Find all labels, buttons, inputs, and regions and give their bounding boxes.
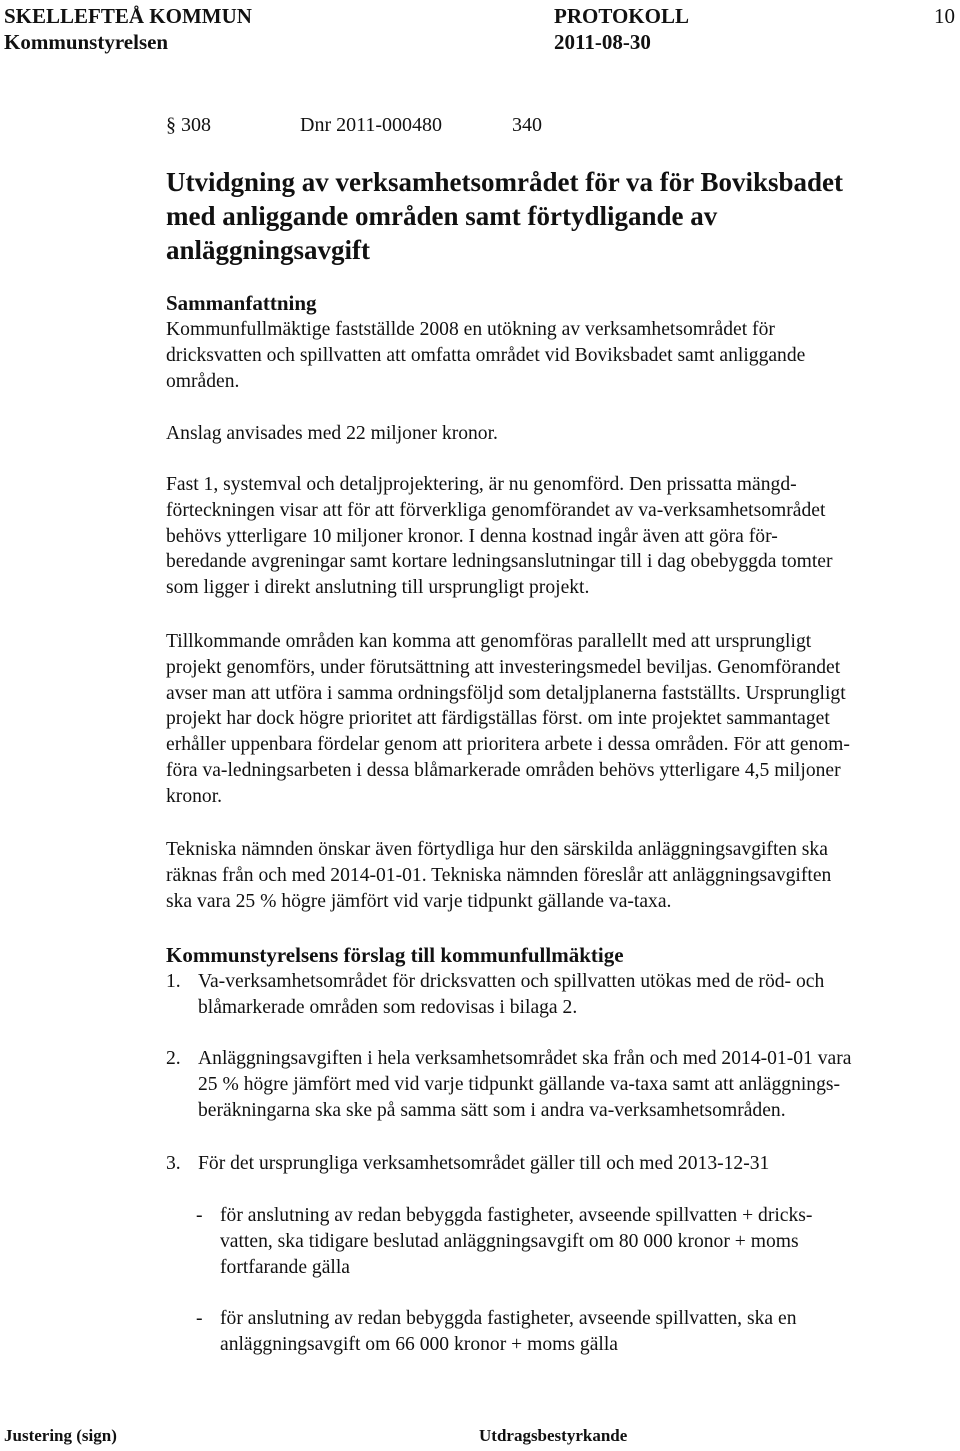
footer-signature-label: Justering (sign) [4,1426,117,1445]
text-line: projekt genomförs, under förutsättning att investeringsmedel beviljas. Genomförandet [166,656,841,678]
summary-paragraph-4 [166,629,956,810]
text-line: Tillkommande områden kan komma att genomföras parallellt med att ursprungligt [166,631,812,652]
text-line: Va-verksamhetsområdet för dricksvatten och spillvatten utökas med de röd- och [198,971,825,992]
text-line: avser man att utföra i samma ordningsföljd som detaljplanerna fastställts. Ursprungligt [166,682,846,704]
text-line: fortfarande gälla [220,1256,350,1278]
summary-paragraph-2 [166,421,956,447]
text-line: dricksvatten och spillvatten att omfatta området vid Boviksbadet samt anliggande [166,344,806,366]
item-number: 3. [166,1153,181,1174]
title-line: Utvidgning av verksamhetsområdet för va för Boviksbadet [166,167,844,197]
dash-mark: - [196,1205,203,1226]
classification-code: 340 [512,114,542,136]
proposal-item-3 [166,1151,956,1177]
dash-item-2 [196,1306,956,1358]
text-line: räknas från och med 2014-01-01. Tekniska nämnden föreslår att anläggningsavgiften [166,864,832,886]
text-line: erhåller uppenbara fördelar genom att prioritera arbete i dessa områden. För att genom- [166,734,850,756]
title-line: med anliggande områden samt förtydligande av [166,201,718,231]
text-line: behövs ytterligare 10 miljoner kronor. I denna kostnad ingår även att göra för- [166,525,778,547]
text-line: förteckningen visar att för att förverkliga genomförandet av va-verksamhetsområdet [166,499,826,521]
text-line: projekt har dock högre prioritet att färdigställas först. om inte projektet sammantaget [166,708,830,730]
text-line: Anläggningsavgiften i hela verksamhetsområdet ska från och med 2014-01-01 vara [198,1048,852,1069]
document-type: PROTOKOLL [554,4,689,28]
text-line: blåmarkerade områden som redovisas i bilaga 2. [198,996,578,1018]
text-line: Kommunfullmäktige fastställde 2008 en utökning av verksamhetsområdet för [166,319,775,340]
text-line: beräkningarna ska ske på samma sätt som i andra va-verksamhetsområden. [198,1099,786,1121]
summary-paragraph-3 [166,472,956,601]
page-number: 10 [934,4,955,28]
item-number: 2. [166,1048,181,1069]
committee-name: Kommunstyrelsen [4,30,169,54]
item-number: 1. [166,971,181,992]
text-line: 25 % högre jämfört med vid varje tidpunkt gällande va-taxa samt att anläggnings- [198,1073,841,1095]
proposal-item-2 [166,1046,956,1123]
org-name: SKELLEFTEÅ KOMMUN [4,4,252,28]
dash-mark: - [196,1308,203,1329]
text-line: Anslag anvisades med 22 miljoner kronor. [166,423,498,444]
section-number: § 308 [166,114,211,136]
proposal-item-1 [166,969,956,1021]
text-line: föra va-ledningsarbeten i dessa blåmarkerade områden behövs ytterligare 4,5 miljoner [166,759,841,781]
text-line: För det ursprungliga verksamhetsområdet gäller till och med 2013-12-31 [198,1153,770,1174]
text-line: områden. [166,370,240,392]
text-line: som ligger i direkt anslutning till ursprungligt projekt. [166,577,590,599]
text-line: anläggningsavgift om 66 000 kronor + moms gälla [220,1333,618,1355]
text-line: kronor. [166,785,223,807]
text-line: Fast 1, systemval och detaljprojektering, är nu genomförd. Den prissatta mängd- [166,474,797,495]
text-line: ska vara 25 % högre jämfört vid varje tidpunkt gällande va-taxa. [166,890,672,912]
summary-paragraph-1 [166,317,956,394]
diary-number: Dnr 2011-000480 [300,114,443,136]
title-line: anläggningsavgift [166,235,371,265]
meeting-date: 2011-08-30 [554,30,651,54]
text-line: för anslutning av redan bebyggda fastigheter, avseende spillvatten, ska en [220,1308,797,1329]
text-line: vatten, ska tidigare beslutad anläggningsavgift om 80 000 kronor + moms [220,1230,799,1252]
text-line: beredande avgreningar samt kortare ledningsanslutningar till i dag obebyggda tomter [166,551,833,573]
page-title [166,165,956,267]
summary-heading: Sammanfattning [166,291,317,315]
summary-paragraph-5 [166,837,956,914]
text-line: Tekniska nämnden önskar även förtydliga hur den särskilda anläggningsavgiften ska [166,839,828,860]
footer-certification-label: Utdragsbestyrkande [479,1426,628,1445]
text-line: för anslutning av redan bebyggda fastigheter, avseende spillvatten + dricks- [220,1205,813,1226]
dash-item-1 [196,1203,956,1280]
proposal-heading: Kommunstyrelsens förslag till kommunfullmäktige [166,943,624,967]
